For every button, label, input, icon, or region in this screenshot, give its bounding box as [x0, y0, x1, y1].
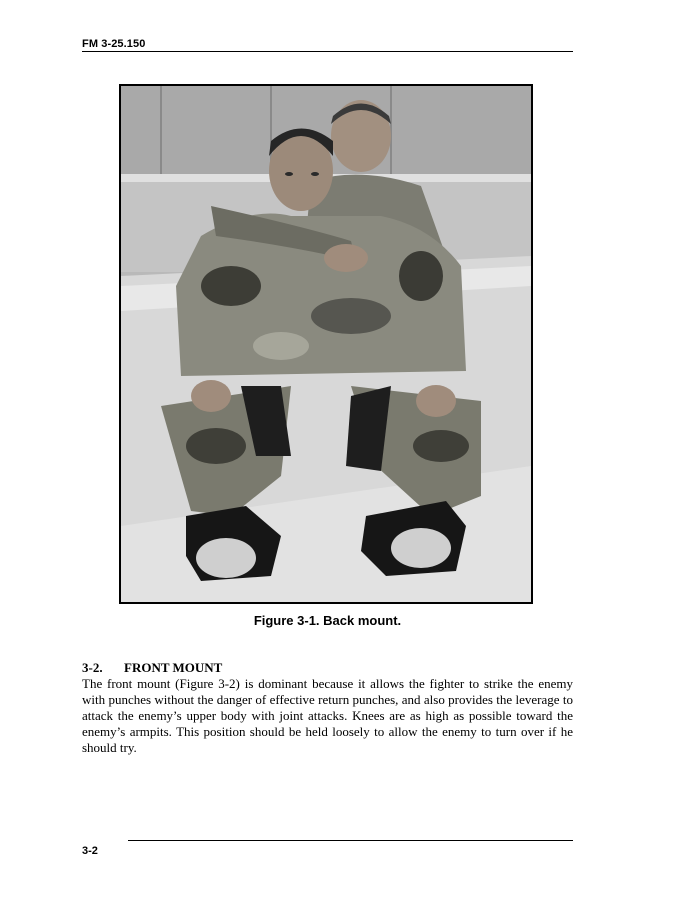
document-id: FM 3-25.150 [82, 38, 146, 50]
section-heading [82, 660, 573, 676]
boot-sole [391, 528, 451, 568]
camo-patch [201, 266, 261, 306]
camo-patch [399, 251, 443, 301]
figure-photo [119, 84, 533, 604]
camo-patch [413, 430, 469, 462]
eye [285, 172, 293, 176]
hands [324, 244, 368, 272]
camo-patch [186, 428, 246, 464]
section-number: 3-2. [82, 660, 103, 675]
back-mount-photo-illustration [121, 86, 531, 602]
boot-sole [196, 538, 256, 578]
section-front-mount [82, 660, 573, 756]
eye [311, 172, 319, 176]
hand [416, 385, 456, 417]
hand [191, 380, 231, 412]
section-body: The front mount (Figure 3-2) is dominant because it allows the fighter to strike the enemy with punches without the danger of effective return punches, and also provides the leverage to attack the enemy’s upper body with joint attacks. Knees are as high as possible toward the enemy’s armpits. This position should be held loosely to allow the enemy to turn over if he should try. [82, 676, 573, 755]
camo-patch [311, 298, 391, 334]
page-number: 3-2 [82, 845, 98, 857]
figure-caption: Figure 3-1. Back mount. [253, 613, 402, 628]
footer-rule [128, 840, 573, 841]
header-rule [82, 51, 573, 52]
camo-patch [253, 332, 309, 360]
section-title: FRONT MOUNT [124, 660, 223, 675]
